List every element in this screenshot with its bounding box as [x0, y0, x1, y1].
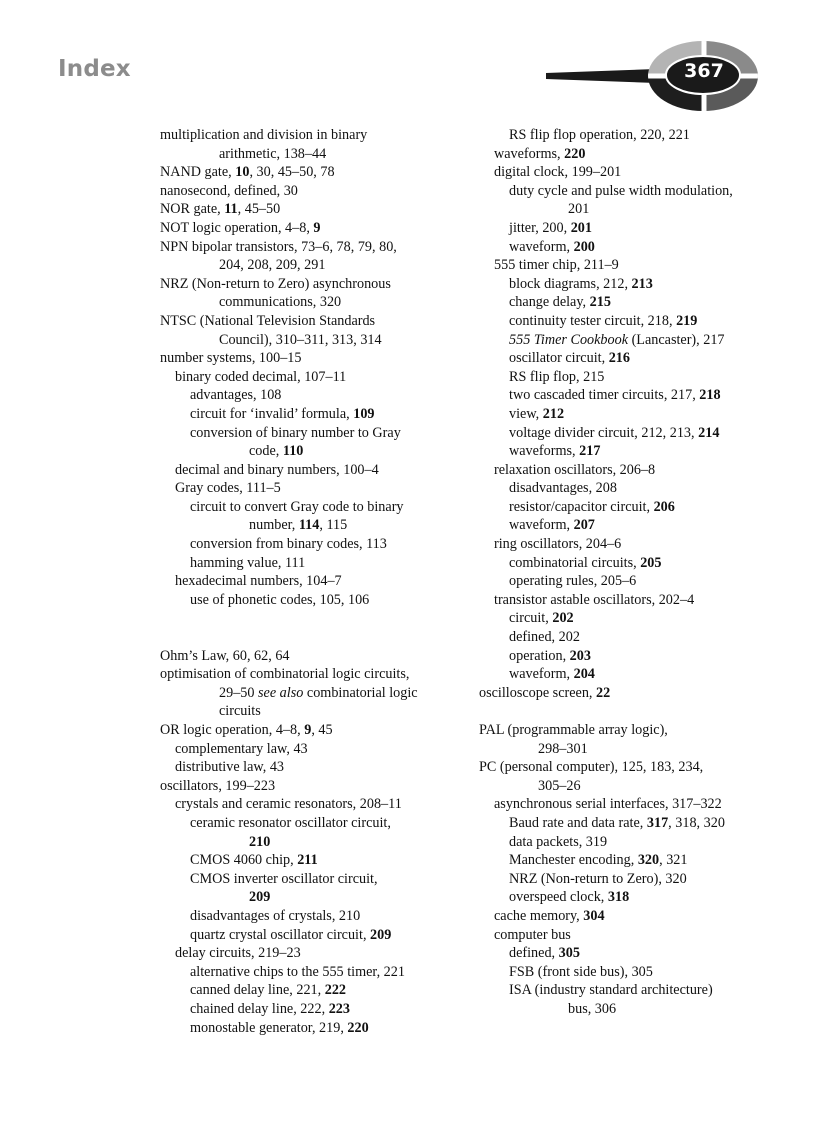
index-entry-continuation: [160, 331, 460, 350]
entry-text: waveform,: [509, 238, 574, 255]
index-entry: [479, 907, 789, 926]
index-entry: [479, 554, 789, 573]
entry-text: chained delay line, 222,: [190, 1000, 329, 1017]
entry-text: asynchronous serial interfaces, 317–322: [494, 796, 722, 813]
index-entry: [160, 851, 460, 870]
index-entry: [160, 461, 460, 480]
entry-text: ceramic resonator oscillator circuit,: [190, 814, 391, 831]
index-entry: [160, 498, 460, 517]
entry-text: transistor astable oscillators, 202–4: [494, 591, 695, 608]
entry-text: multiplication and division in binary: [160, 127, 368, 143]
index-entry: [160, 665, 460, 684]
bold-page-ref: 215: [589, 294, 611, 311]
entry-text: crystals and ceramic resonators, 208–11: [175, 796, 402, 813]
index-entry: [479, 572, 789, 591]
index-entry: [160, 591, 460, 610]
italic-text: 555 Timer Cookbook: [509, 331, 629, 348]
index-entry: [479, 461, 789, 480]
entry-text: OR logic operation, 4–8,: [160, 722, 305, 738]
bold-page-ref: 223: [328, 1000, 350, 1017]
bold-page-ref: 320: [637, 852, 660, 869]
index-entry: [479, 758, 789, 777]
entry-text: number systems, 100–15: [160, 350, 302, 367]
index-entry: [479, 647, 789, 666]
bold-page-ref: 210: [249, 833, 271, 850]
index-entry: [479, 609, 789, 628]
index-entry: [479, 795, 789, 814]
index-entry: [479, 721, 789, 740]
index-entry: [160, 944, 460, 963]
index-entry: [479, 498, 789, 517]
entry-text: NPN bipolar transistors, 73–6, 78, 79, 80,: [160, 238, 397, 255]
entry-text: NOT logic operation, 4–8,: [160, 219, 314, 236]
entry-spacer: [479, 702, 789, 721]
index-entry: [160, 368, 460, 387]
index-entry: [160, 721, 460, 740]
index-entry: [160, 163, 460, 182]
entry-text: canned delay line, 221,: [190, 982, 325, 999]
entry-text: waveform,: [509, 517, 574, 534]
entry-text: conversion from binary codes, 113: [190, 536, 387, 553]
entry-text: view,: [509, 405, 543, 422]
entry-text: duty cycle and pulse width modulation,: [509, 182, 733, 199]
bold-page-ref: 209: [249, 889, 271, 906]
index-entry: [160, 795, 460, 814]
bold-page-ref: 220: [347, 1019, 369, 1036]
index-entry: [160, 981, 460, 1000]
entry-text: NRZ (Non-return to Zero) asynchronous: [160, 275, 391, 292]
entry-text: binary coded decimal, 107–11: [175, 368, 347, 385]
entry-text: Gray codes, 111–5: [175, 480, 281, 497]
entry-text: oscilloscope screen,: [479, 684, 597, 701]
entry-text: NTSC (National Television Standards: [160, 312, 376, 329]
entry-text: use of phonetic codes, 105, 106: [190, 591, 370, 608]
entry-text: ISA (industry standard architecture): [509, 982, 713, 999]
bold-page-ref: 9: [313, 219, 321, 236]
page-title: Index: [58, 56, 131, 82]
bold-page-ref: 9: [304, 722, 312, 738]
index-entry-continuation: [160, 888, 460, 907]
entry-text: optimisation of combinatorial logic circuits,: [160, 666, 410, 683]
index-entry: [479, 628, 789, 647]
index-entry: [479, 349, 789, 368]
index-entry: [479, 851, 789, 870]
bold-page-ref: 304: [583, 907, 605, 924]
index-entry: [479, 368, 789, 387]
entry-text: combinatorial logic: [303, 684, 418, 701]
index-entry: [479, 665, 789, 684]
index-entry-continuation: [160, 293, 460, 312]
index-column-right: [479, 126, 789, 1019]
index-entry: [160, 479, 460, 498]
index-entry: [160, 275, 460, 294]
entry-spacer: [160, 628, 460, 647]
index-entry: [479, 256, 789, 275]
entry-text: FSB (front side bus), 305: [509, 963, 653, 980]
entry-text: circuit to convert Gray code to binary: [190, 498, 404, 515]
bold-page-ref: 305: [558, 945, 580, 962]
entry-text: nanosecond, defined, 30: [160, 182, 298, 199]
entry-text: PAL (programmable array logic),: [479, 722, 668, 738]
entry-text: continuity tester circuit, 218,: [509, 312, 677, 329]
entry-text: NOR gate,: [160, 201, 225, 218]
entry-text: number,: [249, 517, 299, 534]
bold-page-ref: 109: [353, 405, 375, 422]
entry-text: hexadecimal numbers, 104–7: [175, 573, 342, 590]
entry-text: oscillator circuit,: [509, 350, 609, 367]
index-entry-continuation: [160, 145, 460, 164]
index-entry: [160, 1000, 460, 1019]
index-entry: [160, 312, 460, 331]
bold-page-ref: 207: [573, 517, 595, 534]
bold-page-ref: 209: [370, 926, 392, 943]
index-entry: [479, 182, 789, 201]
index-entry: [160, 963, 460, 982]
entry-text: digital clock, 199–201: [494, 164, 622, 181]
index-entry-continuation: [160, 702, 460, 721]
bold-page-ref: 110: [282, 443, 304, 460]
entry-text: monostable generator, 219,: [190, 1019, 348, 1036]
index-entry: [479, 442, 789, 461]
bold-page-ref: 201: [570, 219, 592, 236]
entry-text: waveform,: [509, 666, 574, 683]
bold-page-ref: 219: [676, 312, 698, 329]
entry-text: alternative chips to the 555 timer, 221: [190, 963, 405, 980]
index-entry-continuation: [160, 442, 460, 461]
entry-text: decimal and binary numbers, 100–4: [175, 461, 379, 478]
index-entry: [160, 554, 460, 573]
entry-text: oscillators, 199–223: [160, 777, 276, 794]
page-number: 367: [684, 60, 724, 82]
entry-text: delay circuits, 219–23: [175, 945, 301, 962]
bold-page-ref: 214: [698, 424, 720, 441]
index-entry: [479, 293, 789, 312]
index-entry-continuation: [160, 833, 460, 852]
index-entry: [479, 479, 789, 498]
index-entry-continuation: [479, 200, 789, 219]
entry-text: computer bus: [494, 926, 571, 943]
entry-text: voltage divider circuit, 212, 213,: [509, 424, 699, 441]
index-entry-continuation: [160, 516, 460, 535]
bold-page-ref: 318: [607, 889, 630, 906]
entry-text: relaxation oscillators, 206–8: [494, 461, 656, 478]
index-entry: [160, 572, 460, 591]
index-entry: [160, 740, 460, 759]
entry-text: code,: [249, 443, 283, 460]
entry-text: Council), 310–311, 313, 314: [219, 331, 382, 348]
entry-text: distributive law, 43: [175, 759, 285, 776]
entry-text: jitter, 200,: [509, 219, 571, 236]
index-entry: [160, 219, 460, 238]
entry-spacer: [160, 609, 460, 628]
bold-page-ref: 212: [542, 405, 565, 422]
bold-page-ref: 200: [573, 238, 595, 255]
entry-text: cache memory,: [494, 907, 584, 924]
index-entry: [160, 405, 460, 424]
bold-page-ref: 114: [298, 517, 320, 534]
bold-page-ref: 217: [579, 443, 601, 460]
bold-page-ref: 10: [235, 164, 250, 181]
entry-text: arithmetic, 138–44: [219, 145, 327, 162]
entry-text: NAND gate,: [160, 164, 236, 181]
bold-page-ref: 204: [573, 666, 595, 683]
entry-text: waveforms,: [509, 443, 580, 460]
bold-page-ref: 203: [569, 647, 591, 664]
entry-text: disadvantages, 208: [509, 480, 617, 497]
index-entry-continuation: [160, 256, 460, 275]
index-entry-continuation: [479, 1000, 789, 1019]
entry-text: overspeed clock,: [509, 889, 608, 906]
index-entry: [479, 331, 789, 350]
index-entry: [160, 926, 460, 945]
entry-text: 305–26: [538, 777, 581, 794]
index-entry: [479, 275, 789, 294]
index-entry: [479, 888, 789, 907]
entry-text: circuits: [219, 703, 261, 720]
entry-text: change delay,: [509, 294, 590, 311]
entry-text: , 115: [319, 517, 348, 534]
index-entry: [479, 163, 789, 182]
index-entry: [479, 870, 789, 889]
entry-text: 201: [568, 201, 590, 218]
index-entry: [160, 758, 460, 777]
entry-text: , 45–50: [237, 201, 281, 218]
entry-text: Baud rate and data rate,: [509, 814, 647, 831]
index-entry: [160, 870, 460, 889]
entry-text: CMOS inverter oscillator circuit,: [190, 870, 378, 887]
index-entry: [479, 145, 789, 164]
index-entry: [160, 535, 460, 554]
entry-text: defined, 202: [509, 629, 580, 646]
entry-text: CMOS 4060 chip,: [190, 852, 298, 869]
bold-page-ref: 22: [596, 684, 611, 701]
index-entry: [160, 182, 460, 201]
entry-text: advantages, 108: [190, 387, 282, 404]
entry-text: combinatorial circuits,: [509, 554, 641, 571]
index-column-left: [160, 126, 460, 1037]
entry-text: 29–50: [219, 684, 259, 701]
entry-text: 204, 208, 209, 291: [219, 257, 326, 274]
entry-text: , 318, 320: [668, 814, 725, 831]
entry-text: resistor/capacitor circuit,: [509, 498, 654, 515]
entry-text: disadvantages of crystals, 210: [190, 907, 361, 924]
index-entry-continuation: [160, 684, 460, 703]
index-entry: [479, 386, 789, 405]
entry-text: , 321: [659, 852, 688, 869]
entry-text: defined,: [509, 945, 559, 962]
entry-text: hamming value, 111: [190, 554, 306, 571]
index-entry: [160, 1019, 460, 1038]
entry-text: Ohm’s Law, 60, 62, 64: [160, 647, 290, 664]
entry-text: operating rules, 205–6: [509, 573, 637, 590]
bold-page-ref: 206: [653, 498, 675, 515]
entry-text: bus, 306: [568, 1000, 617, 1017]
bold-page-ref: 317: [646, 814, 669, 831]
entry-text: waveforms,: [494, 145, 565, 162]
entry-text: RS flip flop operation, 220, 221: [509, 127, 690, 143]
entry-text: two cascaded timer circuits, 217,: [509, 387, 700, 404]
entry-text: quartz crystal oscillator circuit,: [190, 926, 371, 943]
bold-page-ref: 202: [552, 610, 574, 627]
index-entry: [479, 963, 789, 982]
index-entry: [479, 535, 789, 554]
index-entry: [479, 926, 789, 945]
bold-page-ref: 11: [224, 201, 238, 218]
bold-page-ref: 222: [324, 982, 347, 999]
index-entry: [160, 777, 460, 796]
entry-text: NRZ (Non-return to Zero), 320: [509, 870, 687, 887]
bold-page-ref: 205: [640, 554, 662, 571]
entry-text: conversion of binary number to Gray: [190, 424, 401, 441]
bold-page-ref: 211: [297, 852, 318, 869]
index-entry: [160, 200, 460, 219]
entry-text: block diagrams, 212,: [509, 275, 632, 292]
italic-text: see also: [258, 684, 304, 701]
index-entry: [479, 405, 789, 424]
entry-text: PC (personal computer), 125, 183, 234,: [479, 759, 704, 776]
entry-text: , 30, 45–50, 78: [249, 164, 335, 181]
entry-text: ring oscillators, 204–6: [494, 536, 622, 553]
index-entry: [160, 814, 460, 833]
index-entry: [479, 219, 789, 238]
index-entry: [479, 833, 789, 852]
index-entry: [160, 424, 460, 443]
index-entry: [479, 312, 789, 331]
bold-page-ref: 218: [699, 387, 721, 404]
entry-text: RS flip flop, 215: [509, 368, 605, 385]
index-entry: [479, 591, 789, 610]
bold-page-ref: 213: [631, 275, 653, 292]
entry-text: (Lancaster), 217: [628, 331, 725, 348]
index-entry: [160, 238, 460, 257]
entry-text: operation,: [509, 647, 570, 664]
index-entry: [160, 386, 460, 405]
index-entry: [479, 684, 789, 703]
bold-page-ref: 220: [564, 145, 586, 162]
entry-text: complementary law, 43: [175, 740, 308, 757]
entry-text: communications, 320: [219, 294, 342, 311]
entry-text: 298–301: [538, 740, 588, 757]
index-entry: [160, 647, 460, 666]
index-entry: [479, 424, 789, 443]
entry-text: data packets, 319: [509, 833, 608, 850]
index-entry-continuation: [479, 740, 789, 759]
entry-text: , 45: [311, 722, 333, 738]
index-entry: [479, 814, 789, 833]
index-entry: [479, 981, 789, 1000]
entry-text: Manchester encoding,: [509, 852, 638, 869]
bold-page-ref: 216: [608, 350, 630, 367]
entry-text: circuit,: [509, 610, 553, 627]
index-entry: [160, 349, 460, 368]
index-entry-continuation: [479, 777, 789, 796]
index-entry: [479, 126, 789, 145]
entry-text: 555 timer chip, 211–9: [494, 257, 619, 274]
index-entry: [479, 238, 789, 257]
entry-text: circuit for ‘invalid’ formula,: [190, 405, 354, 422]
index-entry: [479, 944, 789, 963]
index-entry: [160, 907, 460, 926]
index-entry: [479, 516, 789, 535]
index-entry: [160, 126, 460, 145]
